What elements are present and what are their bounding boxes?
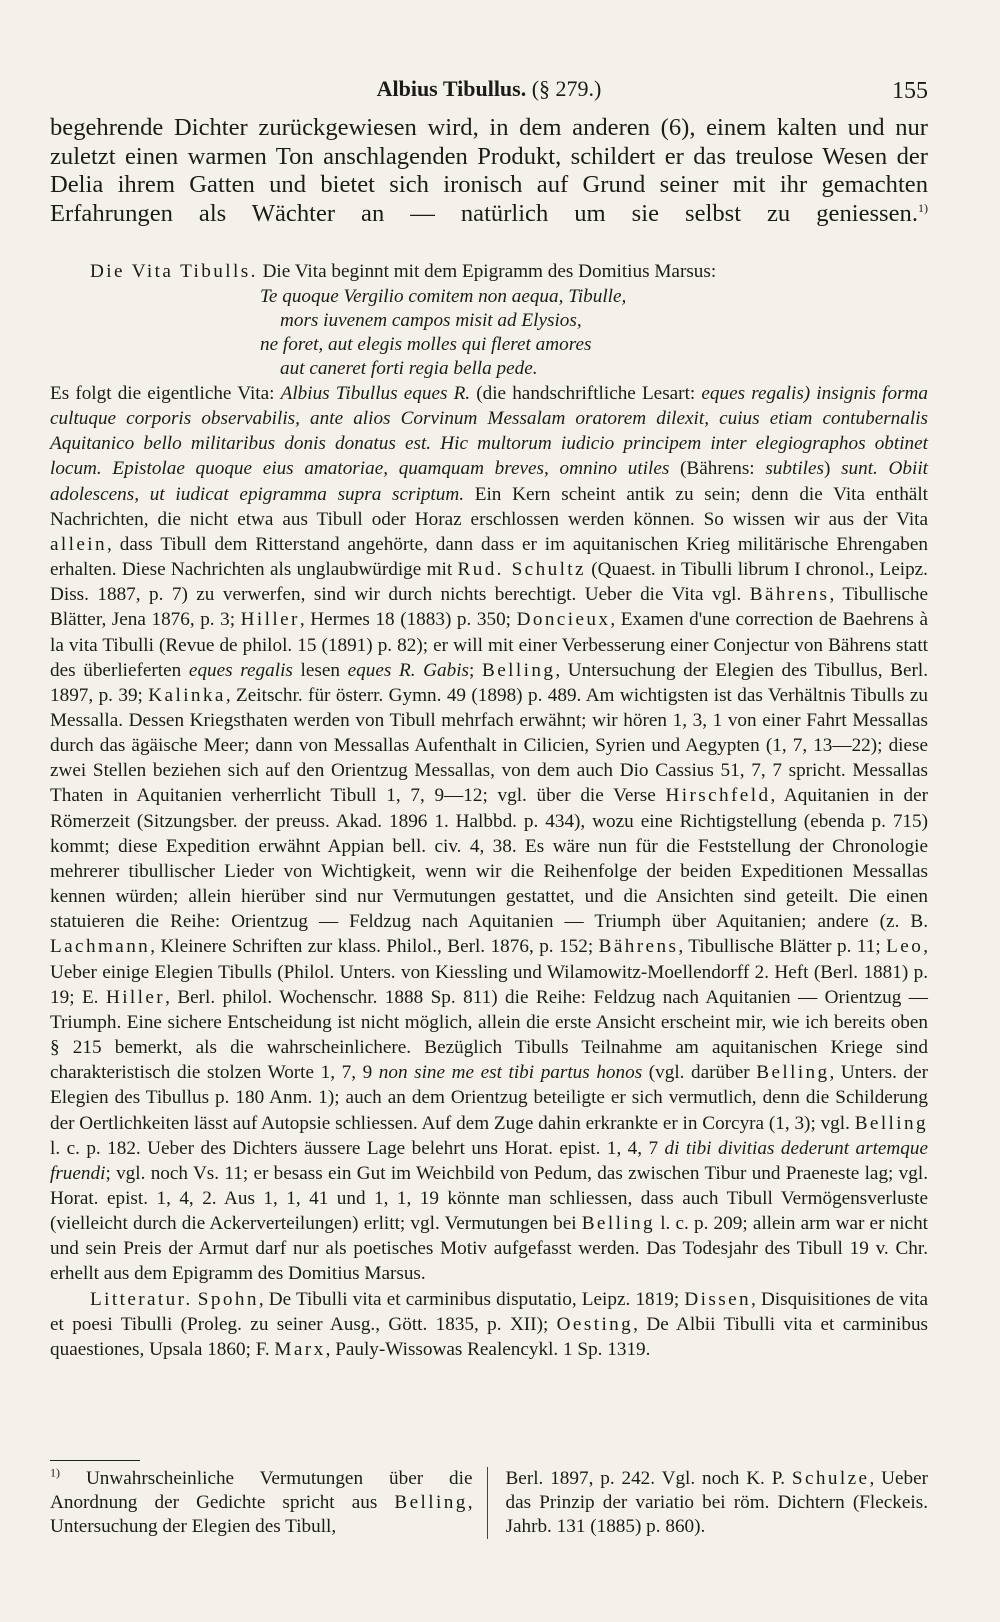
text-run: Ein Kern scheint antik zu sein; denn die Vita enthält Nachrichten, die nicht etwa aus Tibull oder Horaz erschlossen werden können. So wissen wir aus der Vita <box>50 483 928 530</box>
text-run: , Disquisitiones de vita et poesi Tibulli (Proleg. zu seiner Ausg., Gött. 1835, p. XII); <box>50 1288 929 1335</box>
text-run: (die handschriftliche Lesart: <box>470 382 702 404</box>
epigram-line: ne foret, aut elegis molles qui fleret amores <box>260 333 592 355</box>
spaced-run: Bährens <box>749 584 830 606</box>
text-run: , Zeitschr. für österr. Gymn. 49 (1898) p. 489. Am wichtigsten ist das Verhältnis Tibulls zu Messalla. Dessen Kriegsthaten werden von Tibull mehrfach erwähnt; wir hören 1, 3, 1 von einer Fahrt Messallas durch das ägäische Meer; dann von Messallas Aufenthalt in Cilicien, Syrien und Aegypten (1, 7, 13—22); diese zwei Stellen beziehen sich auf den Orientzug Messallas, von dem auch Dio Cassius 51, 7, 7 spricht. Messallas Thaten in Aquitanien verherrlicht Tibull 1, 7, 9—12; vgl. über die Verse <box>50 684 928 807</box>
literature-paragraph <box>50 1287 928 1362</box>
running-title <box>50 76 928 102</box>
text-run: , Examen d'une correction de Baehrens à la vita Tibulli (Revue de philol. 15 (1891) p. 82); er will mit einer Verbesserung einer Conjectur von Bährens statt des überlieferten <box>50 609 928 681</box>
lead-paragraph <box>50 114 928 257</box>
vita-heading-line <box>50 259 928 285</box>
text-run: , Ueber das Prinzip der variatio bei röm. Dichtern (Fleckeis. Jahrb. 131 (1885) p. 860). <box>505 1468 929 1537</box>
text-run: (Bährens: <box>669 458 766 480</box>
vita-intro: Die Vita beginnt mit dem Epigramm des Domitius Marsus: <box>262 260 717 282</box>
spaced-run: Belling <box>854 1112 928 1134</box>
text-run: lesen <box>292 659 348 681</box>
spaced-run: Belling <box>756 1062 830 1084</box>
italic-run: eques regalis <box>188 659 293 681</box>
text-run: , Ueber einige Elegien Tibulls (Philol. Unters. von Kiessling und Wilamowitz-Moellendorff 2. Heft (Berl. 1881) p. 19; E. <box>50 936 928 1008</box>
text-run: , dass Tibull dem Ritterstand angehörte, dann dass er im aquitanischen Krieg militärische Ehrengaben erhalten. Diese Nachrichten als unglaubwürdige mit <box>50 533 928 581</box>
footnotes <box>50 1460 928 1539</box>
text-run: , De Albii Tibulli vita et carminibus quaestiones, Upsala 1860; F. <box>50 1313 929 1360</box>
spaced-run: Lachmann <box>50 936 151 958</box>
footnote-columns <box>50 1467 928 1539</box>
text-run: , Kleinere Schriften zur klass. Philol., Berl. 1876, p. 152; <box>150 936 599 958</box>
text-run: Berl. 1897, p. 242. Vgl. noch K. P. <box>505 1468 792 1489</box>
literature-label: Litteratur. <box>90 1288 193 1310</box>
epigram-line: aut caneret forti regia bella pede. <box>280 357 538 379</box>
spaced-run: Marx <box>274 1338 326 1360</box>
spaced-run: Dissen <box>684 1288 751 1310</box>
text-run: (vgl. darüber <box>642 1062 757 1084</box>
section-heading-vita: Die Vita Tibulls. <box>90 260 258 282</box>
italic-run: subtiles <box>765 458 824 480</box>
text-run: Unwahrscheinliche Vermutungen über die Anordnung der Gedichte spricht aus <box>50 1468 473 1513</box>
running-title-name: Albius Tibullus. <box>376 76 527 101</box>
spaced-run: Rud. Schultz <box>457 559 586 581</box>
footnote-mark: 1) <box>918 200 928 215</box>
spaced-run: allein <box>50 533 108 555</box>
spaced-run: Bährens <box>598 936 679 958</box>
italic-run: non sine me est tibi partus honos <box>378 1062 643 1084</box>
spaced-run: Oesting <box>556 1313 634 1335</box>
spaced-run: Leo <box>886 936 924 958</box>
spaced-run: Schulze <box>791 1468 870 1489</box>
spaced-run: Belling <box>394 1492 468 1513</box>
text-run: , Tibullische Blätter, Jena 1876, p. 3; <box>50 584 928 631</box>
text-run: l. c. p. 182. Ueber des Dichters äussere Lage belehrt uns Horat. epist. 1, 4, 7 <box>50 1137 665 1159</box>
footnote-rule <box>50 1460 140 1461</box>
footnote-number: 1) <box>50 1465 60 1480</box>
page-number: 155 <box>892 78 928 104</box>
spaced-run: Belling <box>482 659 556 681</box>
italic-run: di tibi divitias dederunt artemque fruendi <box>50 1137 928 1184</box>
footnote-column-right <box>488 1467 929 1539</box>
text-run: , Unters. der Elegien des Tibullus p. 180 Anm. 1); auch an dem Orientzug beteiligte er sich vermutlich, denn die Schilderung der Oertlichkeiten lässt auf Autopsie schliessen. Auf dem Zuge dahin erkrankte er in Corcyra (1, 3); vgl. <box>50 1062 928 1134</box>
italic-run: eques R. Gabis <box>347 659 470 681</box>
text-run: (Quaest. in Tibulli librum I chronol., Leipz. Diss. 1887, p. 7) zu verwerfen, sind wir durch nichts berechtigt. Ueber die Vita vgl. <box>50 559 928 606</box>
italic-run: eques regalis) insignis forma cultuque corporis observabilis, ante alios Corvinum Messalam oratorem dilexit, cuius etiam contubernalis Aquitanico bello militaribus donis donatus est. Hic multorum iudicio principem inter elegiographos obtinet locum. Epistolae quoque eius amatoriae, quamquam breves, omnino utiles <box>50 382 928 480</box>
spaced-run: Doncieux <box>516 609 611 631</box>
text-run: , Aquitanien in der Römerzeit (Sitzungsber. der preuss. Akad. 1896 1. Halbbd. p. 434), wozu eine Richtigstellung (ebenda p. 715) kommt; diese Expedition erwähnt Appian bell. civ. 4, 38. Es wäre nun für die Feststellung der Chronologie mehrerer tibullischer Lieder von Wichtigkeit, wenn wir die Reihenfolge der beiden Expeditionen Messallas kennen würden; allein hierüber sind nur Vermutungen gestattet, und die Ansichten sind geteilt. Die einen statuieren die Reihe: Orientzug — Feldzug nach Aquitanien — Triumph über Aquitanien; andere (z. B. <box>50 785 929 933</box>
spaced-run: Hiller <box>240 609 300 631</box>
text-run: , De Tibulli vita et carminibus disputatio, Leipz. 1819; <box>258 1288 685 1310</box>
body-text <box>50 381 928 1287</box>
text-run: ) <box>823 458 842 480</box>
text-run: , Untersuchung der Elegien des Tibull, <box>50 1492 473 1537</box>
spaced-run: Kalinka <box>148 684 226 706</box>
epigram-line: mors iuvenem campos misit ad Elysios, <box>280 309 582 331</box>
text-run: Es folgt die eigentliche Vita: <box>50 382 281 404</box>
text-run: , Untersuchung der Elegien des Tibullus, Berl. 1897, p. 39; <box>50 659 929 706</box>
epigram <box>50 285 928 381</box>
text-run: , Tibullische Blätter p. 11; <box>678 936 887 958</box>
spaced-run: Belling <box>581 1213 656 1235</box>
spaced-run: Hirschfeld <box>665 785 771 807</box>
italic-run: sunt. Obiit adolescens, ut iudicat epigramma supra scriptum. <box>50 458 928 505</box>
text-run: , Pauly-Wissowas Realencykl. 1 Sp. 1319. <box>325 1338 651 1360</box>
page-header <box>50 70 928 106</box>
text-run: ; <box>469 659 483 681</box>
section-reference: (§ 279.) <box>531 76 602 101</box>
text-run: , Berl. philol. Wochenschr. 1888 Sp. 811) die Reihe: Feldzug nach Aquitanien — Orientzug — Triumph. Eine sichere Entscheidung ist nicht möglich, allein die erste Ansicht erscheint mir, wie ich bereits oben § 215 bemerkt, als die wahrscheinlichere. Bezüglich Tibulls Teilnahme am aquitanischen Kriege sind charakteristisch die stolzen Worte 1, 7, 9 <box>50 986 928 1084</box>
footnote-column-left <box>50 1467 488 1539</box>
italic-run: Albius Tibullus eques R. <box>280 382 471 404</box>
text-run: l. c. p. 209; allein arm war er nicht und sein Preis der Armut darf nur als poetisches Motiv aufgefasst werden. Das Todesjahr des Tibull 19 v. Chr. erhellt aus dem Epigramm des Domitius Marsus. <box>50 1213 928 1285</box>
spaced-run: Spohn <box>197 1288 259 1310</box>
epigram-line: Te quoque Vergilio comitem non aequa, Tibulle, <box>260 285 627 307</box>
spaced-run: Hiller <box>105 986 166 1008</box>
text-run: , Hermes 18 (1883) p. 350; <box>299 609 517 631</box>
lead-text: begehrende Dichter zurückgewiesen wird, in dem anderen (6), einem kalten und nur zuletzt einen warmen Ton anschlagenden Produkt, schildert er das treulose Wesen der Delia ihrem Gatten und bietet sich ironisch auf Grund seiner mit ihr gemachten Erfahrungen als Wächter an — natürlich um sie selbst zu geniessen. <box>50 114 928 227</box>
text-run: ; vgl. noch Vs. 11; er besass ein Gut im Weichbild von Pedum, das zwischen Tibur und Praeneste lag; vgl. Horat. epist. 1, 4, 2. Aus 1, 1, 41 und 1, 1, 19 könnte man schliessen, dass auch Tibull Vermögensverluste (vielleicht durch die Ackerverteilungen) erlitt; vgl. Vermutungen bei <box>50 1162 928 1235</box>
